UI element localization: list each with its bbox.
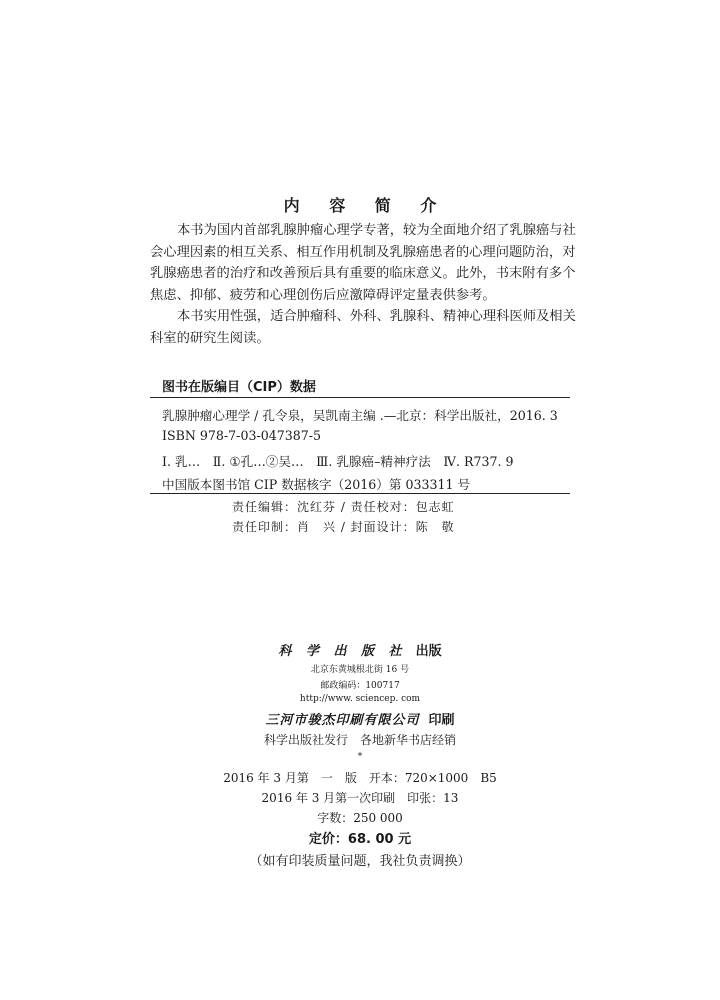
- editor-line-2: 责任印制：肖 兴 / 封面设计：陈 敬: [232, 520, 455, 534]
- distribution-line: 科学出版社发行 各地新华书店经销: [263, 733, 456, 747]
- separator-asterisk: *: [357, 752, 363, 762]
- publisher-website: http://www. sciencep. com: [299, 694, 421, 704]
- publisher-postcode: 邮政编码：100717: [320, 681, 400, 691]
- cip-line-classification: Ⅰ. 乳… Ⅱ. ①孔…②吴… Ⅲ. 乳腺癌–精神疗法 Ⅳ. R737. 9: [162, 454, 514, 469]
- summary-p1-line-2: 会心理因素的相互关系、相互作用机制及乳腺癌患者的心理问题防治，对: [150, 244, 576, 260]
- publisher-address: 北京东黄城根北街 16 号: [310, 665, 410, 675]
- cip-top-rule: [150, 397, 570, 398]
- price-line: 定价：68. 00 元: [308, 832, 412, 847]
- summary-paragraph-2: [150, 306, 576, 349]
- wordcount-line: 字数：250 000: [317, 811, 403, 825]
- cip-bottom-rule: [150, 493, 570, 494]
- summary-title: 内 容 简 介: [283, 196, 449, 215]
- summary-paragraph-1: [150, 220, 576, 306]
- publisher-brand: 科 学 出 版 社: [278, 644, 407, 659]
- summary-p1-line-4: 焦虑、抑郁、疲劳和心理创伤后应激障碍评定量表供参考。: [150, 287, 496, 303]
- printer-brand: 三河市骏杰印刷有限公司: [265, 713, 420, 728]
- cip-line-isbn: ISBN 978-7-03-047387-5: [162, 428, 322, 443]
- notice-line: （如有印装质量问题，我社负责调换）: [249, 854, 471, 869]
- summary-p1-line-3: 乳腺癌患者的治疗和改善预后具有重要的临床意义。此外，书末附有多个: [150, 266, 576, 281]
- publisher-name: [0, 640, 720, 659]
- editor-line-1: 责任编辑：沈红芬 / 责任校对：包志虹: [232, 500, 455, 514]
- cip-line-title: 乳腺肿瘤心理学 / 孔令泉，吴凯南主编 .—北京：科学出版社，2016. 3: [162, 408, 558, 423]
- publisher-suffix: 出版: [415, 644, 442, 659]
- summary-p2-line-1: 本书实用性强，适合肿瘤科、外科、乳腺科、精神心理科医师及相关: [177, 309, 576, 324]
- summary-p2-line-2: 科室的研究生阅读。: [150, 330, 270, 346]
- cip-heading: 图书在版编目（CIP）数据: [162, 380, 316, 395]
- cip-line-record: 中国版本图书馆 CIP 数据核字（2016）第 033311 号: [162, 477, 471, 492]
- printer-name: [0, 709, 720, 728]
- printer-suffix: 印刷: [428, 713, 455, 728]
- printing-line: 2016 年 3 月第一次印刷 印张：13: [261, 791, 459, 805]
- summary-p1-line-1: 本书为国内首部乳腺肿瘤心理学专著，较为全面地介绍了乳腺癌与社: [177, 223, 576, 238]
- edition-line: 2016 年 3 月第 一 版 开本：720×1000 B5: [223, 771, 497, 785]
